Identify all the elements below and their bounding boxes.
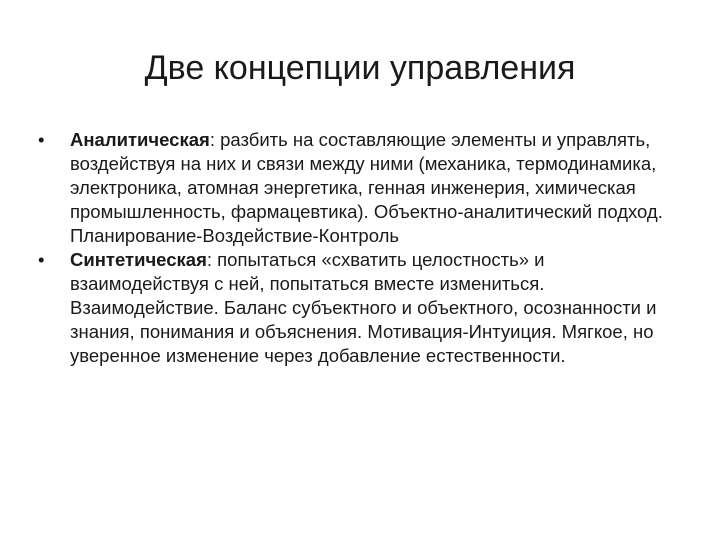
bullet-list <box>36 128 676 368</box>
bullet-text: : попытаться «схватить целостность» и взаимодействуя с ней, попытаться вместе измениться. Взаимодействие. Баланс субъектного и объектного, осознанности и знания, понимания и объяснения. Мотивация-Интуиция. Мягкое, но уверенное изменение через добавление естественности. <box>70 249 657 366</box>
bullet-dot-icon: • <box>38 129 45 150</box>
slide-title: Две концепции управления <box>144 49 576 87</box>
bullet-term: Синтетическая <box>70 249 207 270</box>
bullet-item-analytical <box>36 128 676 248</box>
bullet-text: : разбить на составляющие элементы и управлять, воздействуя на них и связи между ними (механика, термодинамика, электроника, атомная энергетика, генная инженерия, химическая промышленность, фармацевтика). Объектно-аналитический подход. Планирование-Воздействие-Контроль <box>70 129 663 246</box>
bullet-item-synthetic <box>36 248 676 368</box>
bullet-dot-icon: • <box>38 249 45 270</box>
bullet-term: Аналитическая <box>70 129 210 150</box>
